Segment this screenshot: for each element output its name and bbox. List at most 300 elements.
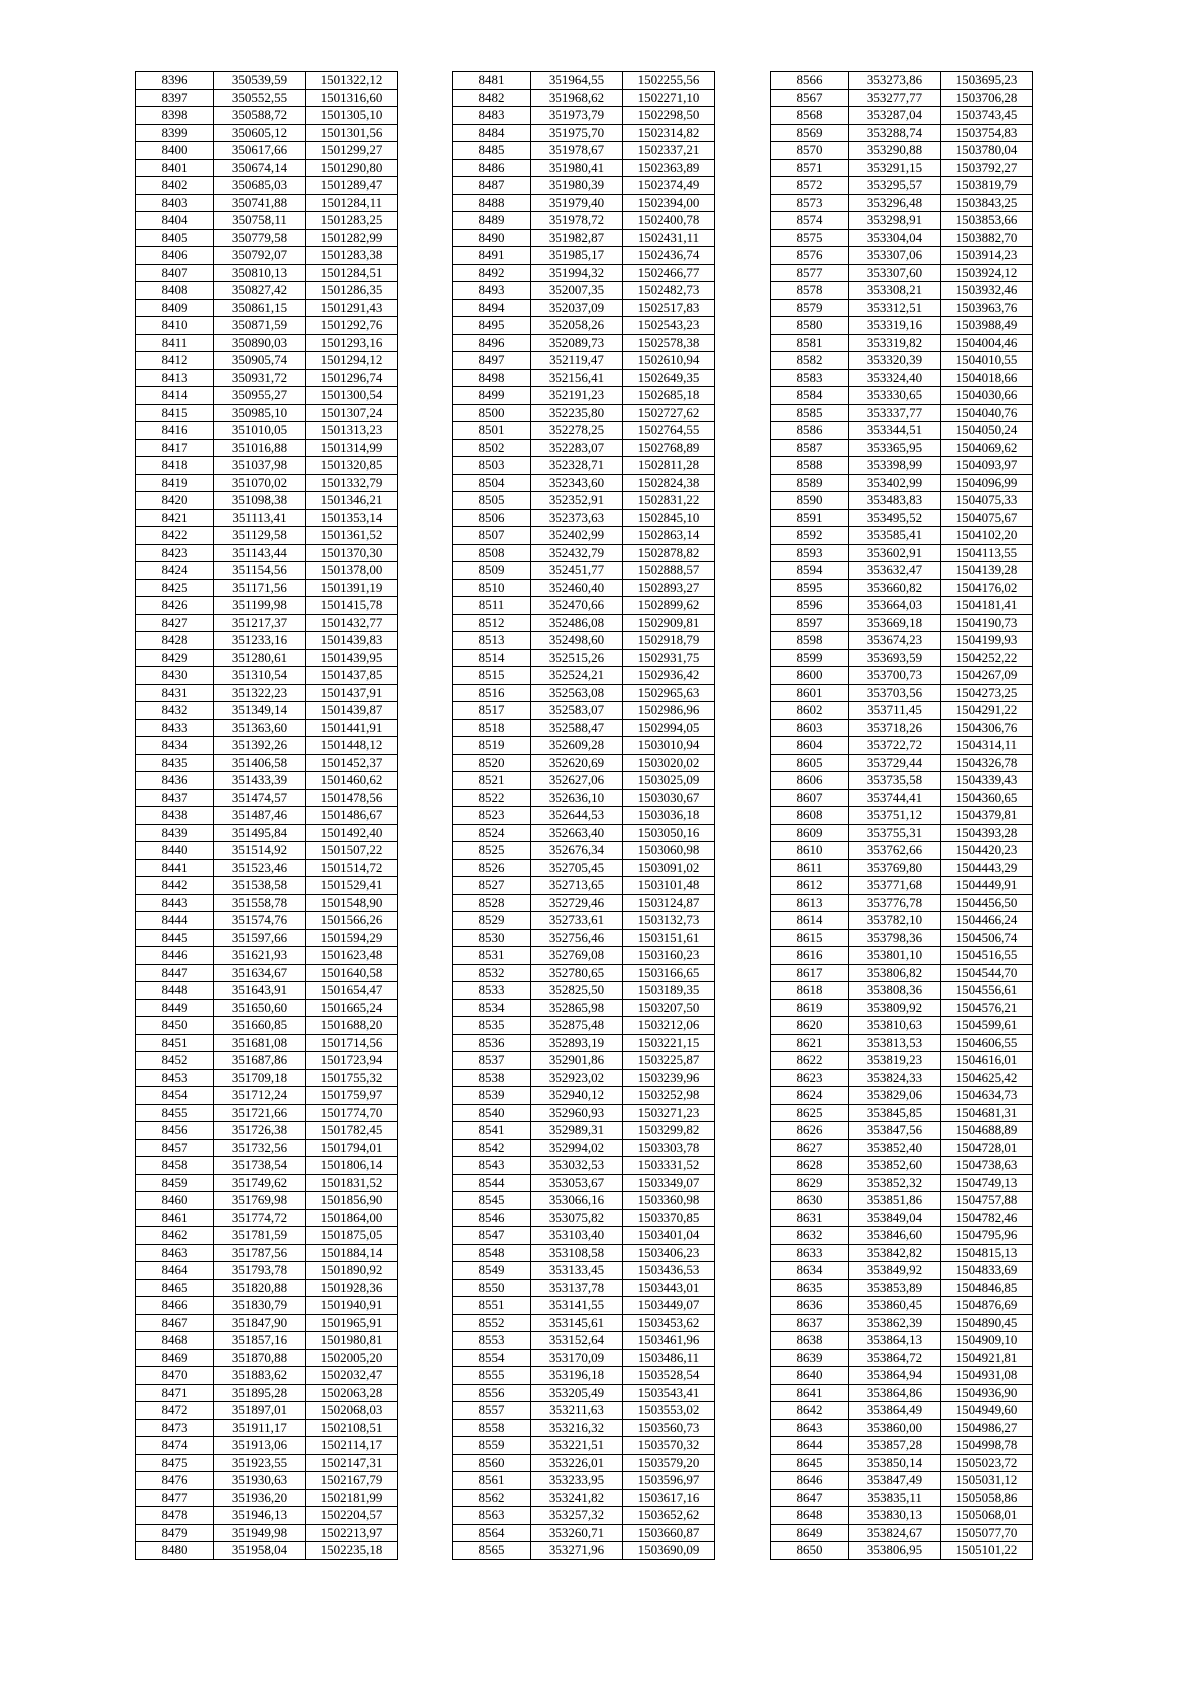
point-number-cell: 8620: [771, 1017, 849, 1035]
table-row: [136, 982, 398, 1000]
x-coordinate-cell: 353860,00: [849, 1419, 941, 1437]
y-coordinate-cell: 1503543,41: [623, 1384, 715, 1402]
x-coordinate-cell: 353798,36: [849, 929, 941, 947]
point-number-cell: 8601: [771, 684, 849, 702]
x-coordinate-cell: 352705,45: [531, 859, 623, 877]
point-number-cell: 8559: [453, 1437, 531, 1455]
x-coordinate-cell: 351634,67: [214, 964, 306, 982]
table-row: [453, 912, 715, 930]
table-row: [136, 1227, 398, 1245]
point-number-cell: 8408: [136, 282, 214, 300]
x-coordinate-cell: 352756,46: [531, 929, 623, 947]
point-number-cell: 8513: [453, 632, 531, 650]
y-coordinate-cell: 1501782,45: [306, 1122, 398, 1140]
table-row: [136, 929, 398, 947]
x-coordinate-cell: 351978,72: [531, 212, 623, 230]
x-coordinate-cell: 353769,80: [849, 859, 941, 877]
table-row: [136, 404, 398, 422]
table-row: [136, 597, 398, 615]
y-coordinate-cell: 1502337,21: [623, 142, 715, 160]
y-coordinate-cell: 1502147,31: [306, 1454, 398, 1472]
table-row: [771, 1017, 1033, 1035]
x-coordinate-cell: 353145,61: [531, 1314, 623, 1332]
table-row: [136, 579, 398, 597]
table-row: [453, 212, 715, 230]
y-coordinate-cell: 1501623,48: [306, 947, 398, 965]
x-coordinate-cell: 353862,39: [849, 1314, 941, 1332]
y-coordinate-cell: 1503453,62: [623, 1314, 715, 1332]
x-coordinate-cell: 351687,86: [214, 1052, 306, 1070]
y-coordinate-cell: 1504876,69: [941, 1297, 1033, 1315]
x-coordinate-cell: 351749,62: [214, 1174, 306, 1192]
point-number-cell: 8405: [136, 229, 214, 247]
point-number-cell: 8537: [453, 1052, 531, 1070]
x-coordinate-cell: 353853,89: [849, 1279, 941, 1297]
x-coordinate-cell: 352780,65: [531, 964, 623, 982]
y-coordinate-cell: 1503160,23: [623, 947, 715, 965]
point-number-cell: 8439: [136, 824, 214, 842]
y-coordinate-cell: 1504909,10: [941, 1332, 1033, 1350]
point-number-cell: 8447: [136, 964, 214, 982]
x-coordinate-cell: 351129,58: [214, 527, 306, 545]
y-coordinate-cell: 1504018,66: [941, 369, 1033, 387]
table-row: [453, 404, 715, 422]
x-coordinate-cell: 351660,85: [214, 1017, 306, 1035]
table-row: [453, 772, 715, 790]
x-coordinate-cell: 353864,49: [849, 1402, 941, 1420]
y-coordinate-cell: 1501566,26: [306, 912, 398, 930]
point-number-cell: 8590: [771, 492, 849, 510]
point-number-cell: 8503: [453, 457, 531, 475]
table-row: [771, 89, 1033, 107]
y-coordinate-cell: 1501283,25: [306, 212, 398, 230]
table-row: [136, 1174, 398, 1192]
x-coordinate-cell: 351973,79: [531, 107, 623, 125]
x-coordinate-cell: 353819,23: [849, 1052, 941, 1070]
table-row: [136, 299, 398, 317]
x-coordinate-cell: 352119,47: [531, 352, 623, 370]
x-coordinate-cell: 353298,91: [849, 212, 941, 230]
point-number-cell: 8446: [136, 947, 214, 965]
x-coordinate-cell: 353729,44: [849, 754, 941, 772]
y-coordinate-cell: 1504139,28: [941, 562, 1033, 580]
table-row: [771, 1524, 1033, 1542]
table-row: [771, 1104, 1033, 1122]
table-row: [136, 1192, 398, 1210]
table-row: [136, 912, 398, 930]
x-coordinate-cell: 351738,54: [214, 1157, 306, 1175]
y-coordinate-cell: 1503370,85: [623, 1209, 715, 1227]
y-coordinate-cell: 1504815,13: [941, 1244, 1033, 1262]
x-coordinate-cell: 353852,40: [849, 1139, 941, 1157]
point-number-cell: 8627: [771, 1139, 849, 1157]
table-row: [136, 807, 398, 825]
y-coordinate-cell: 1501286,35: [306, 282, 398, 300]
x-coordinate-cell: 351322,23: [214, 684, 306, 702]
table-row: [136, 1349, 398, 1367]
x-coordinate-cell: 353824,67: [849, 1524, 941, 1542]
x-coordinate-cell: 353273,86: [849, 72, 941, 90]
y-coordinate-cell: 1501460,62: [306, 772, 398, 790]
x-coordinate-cell: 352627,06: [531, 772, 623, 790]
x-coordinate-cell: 351936,20: [214, 1489, 306, 1507]
table-row: [453, 1349, 715, 1367]
table-row: [453, 859, 715, 877]
table-row: [453, 1052, 715, 1070]
y-coordinate-cell: 1504449,91: [941, 877, 1033, 895]
point-number-cell: 8523: [453, 807, 531, 825]
y-coordinate-cell: 1504986,27: [941, 1419, 1033, 1437]
x-coordinate-cell: 352498,60: [531, 632, 623, 650]
y-coordinate-cell: 1504176,02: [941, 579, 1033, 597]
x-coordinate-cell: 351016,88: [214, 439, 306, 457]
table-row: [453, 1262, 715, 1280]
table-row: [453, 1454, 715, 1472]
table-row: [136, 264, 398, 282]
point-number-cell: 8589: [771, 474, 849, 492]
point-number-cell: 8572: [771, 177, 849, 195]
table-row: [453, 842, 715, 860]
x-coordinate-cell: 353221,51: [531, 1437, 623, 1455]
table-row: [453, 107, 715, 125]
table-row: [136, 457, 398, 475]
table-row: [136, 684, 398, 702]
y-coordinate-cell: 1503303,78: [623, 1139, 715, 1157]
y-coordinate-cell: 1502931,75: [623, 649, 715, 667]
point-number-cell: 8648: [771, 1507, 849, 1525]
x-coordinate-cell: 351964,55: [531, 72, 623, 90]
y-coordinate-cell: 1503025,09: [623, 772, 715, 790]
x-coordinate-cell: 353170,09: [531, 1349, 623, 1367]
table-row: [771, 317, 1033, 335]
table-row: [771, 824, 1033, 842]
y-coordinate-cell: 1503225,87: [623, 1052, 715, 1070]
point-number-cell: 8609: [771, 824, 849, 842]
point-number-cell: 8635: [771, 1279, 849, 1297]
x-coordinate-cell: 352089,73: [531, 334, 623, 352]
point-number-cell: 8420: [136, 492, 214, 510]
y-coordinate-cell: 1503030,67: [623, 789, 715, 807]
table-row: [453, 1279, 715, 1297]
y-coordinate-cell: 1504556,61: [941, 982, 1033, 1000]
table-row: [771, 352, 1033, 370]
x-coordinate-cell: 352373,63: [531, 509, 623, 527]
y-coordinate-cell: 1504616,01: [941, 1052, 1033, 1070]
y-coordinate-cell: 1501759,97: [306, 1087, 398, 1105]
x-coordinate-cell: 353660,82: [849, 579, 941, 597]
x-coordinate-cell: 353782,10: [849, 912, 941, 930]
x-coordinate-cell: 353846,60: [849, 1227, 941, 1245]
table-row: [453, 1402, 715, 1420]
point-number-cell: 8402: [136, 177, 214, 195]
y-coordinate-cell: 1502114,17: [306, 1437, 398, 1455]
x-coordinate-cell: 353700,73: [849, 667, 941, 685]
table-row: [771, 807, 1033, 825]
table-row: [453, 1227, 715, 1245]
x-coordinate-cell: 352524,21: [531, 667, 623, 685]
point-number-cell: 8431: [136, 684, 214, 702]
y-coordinate-cell: 1502298,50: [623, 107, 715, 125]
point-number-cell: 8610: [771, 842, 849, 860]
table-row: [771, 509, 1033, 527]
table-row: [136, 1332, 398, 1350]
x-coordinate-cell: 351650,60: [214, 999, 306, 1017]
table-row: [136, 282, 398, 300]
table-row: [453, 1122, 715, 1140]
table-row: [771, 1437, 1033, 1455]
x-coordinate-cell: 351793,78: [214, 1262, 306, 1280]
table-row: [136, 1209, 398, 1227]
point-number-cell: 8464: [136, 1262, 214, 1280]
y-coordinate-cell: 1501890,92: [306, 1262, 398, 1280]
x-coordinate-cell: 351930,63: [214, 1472, 306, 1490]
y-coordinate-cell: 1503151,61: [623, 929, 715, 947]
x-coordinate-cell: 352588,47: [531, 719, 623, 737]
point-number-cell: 8630: [771, 1192, 849, 1210]
table-row: [771, 212, 1033, 230]
x-coordinate-cell: 353398,99: [849, 457, 941, 475]
point-number-cell: 8586: [771, 422, 849, 440]
table-row: [771, 1472, 1033, 1490]
x-coordinate-cell: 352563,08: [531, 684, 623, 702]
point-number-cell: 8587: [771, 439, 849, 457]
y-coordinate-cell: 1502768,89: [623, 439, 715, 457]
point-number-cell: 8483: [453, 107, 531, 125]
point-number-cell: 8428: [136, 632, 214, 650]
point-number-cell: 8606: [771, 772, 849, 790]
x-coordinate-cell: 353847,56: [849, 1122, 941, 1140]
point-number-cell: 8618: [771, 982, 849, 1000]
table-row: [136, 1437, 398, 1455]
point-number-cell: 8514: [453, 649, 531, 667]
table-row: [453, 754, 715, 772]
x-coordinate-cell: 351495,84: [214, 824, 306, 842]
x-coordinate-cell: 353324,40: [849, 369, 941, 387]
point-number-cell: 8485: [453, 142, 531, 160]
point-number-cell: 8647: [771, 1489, 849, 1507]
y-coordinate-cell: 1504833,69: [941, 1262, 1033, 1280]
y-coordinate-cell: 1502204,57: [306, 1507, 398, 1525]
y-coordinate-cell: 1504190,73: [941, 614, 1033, 632]
y-coordinate-cell: 1501806,14: [306, 1157, 398, 1175]
y-coordinate-cell: 1501794,01: [306, 1139, 398, 1157]
x-coordinate-cell: 353585,41: [849, 527, 941, 545]
y-coordinate-cell: 1501640,58: [306, 964, 398, 982]
table-row: [771, 929, 1033, 947]
point-number-cell: 8557: [453, 1402, 531, 1420]
x-coordinate-cell: 351857,16: [214, 1332, 306, 1350]
x-coordinate-cell: 351949,98: [214, 1524, 306, 1542]
point-number-cell: 8456: [136, 1122, 214, 1140]
point-number-cell: 8517: [453, 702, 531, 720]
table-row: [453, 1524, 715, 1542]
point-number-cell: 8453: [136, 1069, 214, 1087]
table-row: [453, 334, 715, 352]
x-coordinate-cell: 352235,80: [531, 404, 623, 422]
table-row: [453, 649, 715, 667]
point-number-cell: 8603: [771, 719, 849, 737]
table-row: [771, 719, 1033, 737]
x-coordinate-cell: 350931,72: [214, 369, 306, 387]
point-number-cell: 8472: [136, 1402, 214, 1420]
table-row: [136, 1262, 398, 1280]
y-coordinate-cell: 1504795,96: [941, 1227, 1033, 1245]
table-row: [771, 842, 1033, 860]
x-coordinate-cell: 350810,13: [214, 264, 306, 282]
point-number-cell: 8479: [136, 1524, 214, 1542]
y-coordinate-cell: 1504456,50: [941, 894, 1033, 912]
point-number-cell: 8404: [136, 212, 214, 230]
table-row: [453, 562, 715, 580]
x-coordinate-cell: 353703,56: [849, 684, 941, 702]
x-coordinate-cell: 353307,60: [849, 264, 941, 282]
point-number-cell: 8643: [771, 1419, 849, 1437]
table-row: [771, 1332, 1033, 1350]
point-number-cell: 8634: [771, 1262, 849, 1280]
x-coordinate-cell: 353233,95: [531, 1472, 623, 1490]
y-coordinate-cell: 1504606,55: [941, 1034, 1033, 1052]
x-coordinate-cell: 350890,03: [214, 334, 306, 352]
point-number-cell: 8592: [771, 527, 849, 545]
point-number-cell: 8474: [136, 1437, 214, 1455]
x-coordinate-cell: 351975,70: [531, 124, 623, 142]
point-number-cell: 8579: [771, 299, 849, 317]
x-coordinate-cell: 351820,88: [214, 1279, 306, 1297]
x-coordinate-cell: 350685,03: [214, 177, 306, 195]
point-number-cell: 8419: [136, 474, 214, 492]
x-coordinate-cell: 351883,62: [214, 1367, 306, 1385]
x-coordinate-cell: 353133,45: [531, 1262, 623, 1280]
y-coordinate-cell: 1504075,67: [941, 509, 1033, 527]
table-row: [453, 509, 715, 527]
y-coordinate-cell: 1502271,10: [623, 89, 715, 107]
table-row: [771, 159, 1033, 177]
y-coordinate-cell: 1501316,60: [306, 89, 398, 107]
point-number-cell: 8641: [771, 1384, 849, 1402]
table-row: [136, 1384, 398, 1402]
y-coordinate-cell: 1504506,74: [941, 929, 1033, 947]
x-coordinate-cell: 353344,51: [849, 422, 941, 440]
point-number-cell: 8574: [771, 212, 849, 230]
y-coordinate-cell: 1503360,98: [623, 1192, 715, 1210]
x-coordinate-cell: 352960,93: [531, 1104, 623, 1122]
x-coordinate-cell: 351310,54: [214, 667, 306, 685]
y-coordinate-cell: 1504936,90: [941, 1384, 1033, 1402]
table-body: [136, 72, 398, 1560]
table-row: [453, 527, 715, 545]
y-coordinate-cell: 1504931,08: [941, 1367, 1033, 1385]
point-number-cell: 8544: [453, 1174, 531, 1192]
coordinate-table-1: [135, 71, 398, 1560]
y-coordinate-cell: 1502431,11: [623, 229, 715, 247]
x-coordinate-cell: 353850,14: [849, 1454, 941, 1472]
point-number-cell: 8575: [771, 229, 849, 247]
y-coordinate-cell: 1503020,02: [623, 754, 715, 772]
y-coordinate-cell: 1502727,62: [623, 404, 715, 422]
table-row: [136, 824, 398, 842]
y-coordinate-cell: 1501301,56: [306, 124, 398, 142]
table-row: [136, 1297, 398, 1315]
x-coordinate-cell: 352676,34: [531, 842, 623, 860]
table-row: [136, 1104, 398, 1122]
point-number-cell: 8414: [136, 387, 214, 405]
point-number-cell: 8599: [771, 649, 849, 667]
x-coordinate-cell: 352583,07: [531, 702, 623, 720]
y-coordinate-cell: 1502965,63: [623, 684, 715, 702]
point-number-cell: 8515: [453, 667, 531, 685]
point-number-cell: 8551: [453, 1297, 531, 1315]
x-coordinate-cell: 352994,02: [531, 1139, 623, 1157]
y-coordinate-cell: 1503792,27: [941, 159, 1033, 177]
y-coordinate-cell: 1503010,94: [623, 737, 715, 755]
table-row: [136, 1017, 398, 1035]
y-coordinate-cell: 1504949,60: [941, 1402, 1033, 1420]
table-row: [771, 439, 1033, 457]
table-row: [771, 1244, 1033, 1262]
point-number-cell: 8434: [136, 737, 214, 755]
x-coordinate-cell: 353809,92: [849, 999, 941, 1017]
table-row: [453, 1192, 715, 1210]
table-row: [453, 667, 715, 685]
y-coordinate-cell: 1501299,27: [306, 142, 398, 160]
y-coordinate-cell: 1501884,14: [306, 1244, 398, 1262]
x-coordinate-cell: 353319,16: [849, 317, 941, 335]
y-coordinate-cell: 1502314,82: [623, 124, 715, 142]
x-coordinate-cell: 352865,98: [531, 999, 623, 1017]
y-coordinate-cell: 1501714,56: [306, 1034, 398, 1052]
point-number-cell: 8449: [136, 999, 214, 1017]
x-coordinate-cell: 350552,55: [214, 89, 306, 107]
y-coordinate-cell: 1504360,65: [941, 789, 1033, 807]
table-row: [771, 1122, 1033, 1140]
y-coordinate-cell: 1501594,29: [306, 929, 398, 947]
table-row: [136, 562, 398, 580]
y-coordinate-cell: 1504890,45: [941, 1314, 1033, 1332]
point-number-cell: 8421: [136, 509, 214, 527]
y-coordinate-cell: 1502032,47: [306, 1367, 398, 1385]
x-coordinate-cell: 352283,07: [531, 439, 623, 457]
point-number-cell: 8482: [453, 89, 531, 107]
x-coordinate-cell: 351171,56: [214, 579, 306, 597]
y-coordinate-cell: 1503754,83: [941, 124, 1033, 142]
point-number-cell: 8418: [136, 457, 214, 475]
table-row: [136, 1157, 398, 1175]
x-coordinate-cell: 351968,62: [531, 89, 623, 107]
x-coordinate-cell: 351982,87: [531, 229, 623, 247]
x-coordinate-cell: 353137,78: [531, 1279, 623, 1297]
x-coordinate-cell: 352609,28: [531, 737, 623, 755]
y-coordinate-cell: 1504314,11: [941, 737, 1033, 755]
x-coordinate-cell: 353722,72: [849, 737, 941, 755]
point-number-cell: 8435: [136, 754, 214, 772]
y-coordinate-cell: 1501437,85: [306, 667, 398, 685]
y-coordinate-cell: 1501875,05: [306, 1227, 398, 1245]
x-coordinate-cell: 351406,58: [214, 754, 306, 772]
y-coordinate-cell: 1502255,56: [623, 72, 715, 90]
x-coordinate-cell: 351643,91: [214, 982, 306, 1000]
point-number-cell: 8443: [136, 894, 214, 912]
x-coordinate-cell: 353287,04: [849, 107, 941, 125]
y-coordinate-cell: 1501307,24: [306, 404, 398, 422]
point-number-cell: 8491: [453, 247, 531, 265]
x-coordinate-cell: 351980,41: [531, 159, 623, 177]
table-row: [136, 877, 398, 895]
y-coordinate-cell: 1504576,21: [941, 999, 1033, 1017]
x-coordinate-cell: 353277,77: [849, 89, 941, 107]
point-number-cell: 8440: [136, 842, 214, 860]
table-row: [453, 142, 715, 160]
table-row: [453, 737, 715, 755]
